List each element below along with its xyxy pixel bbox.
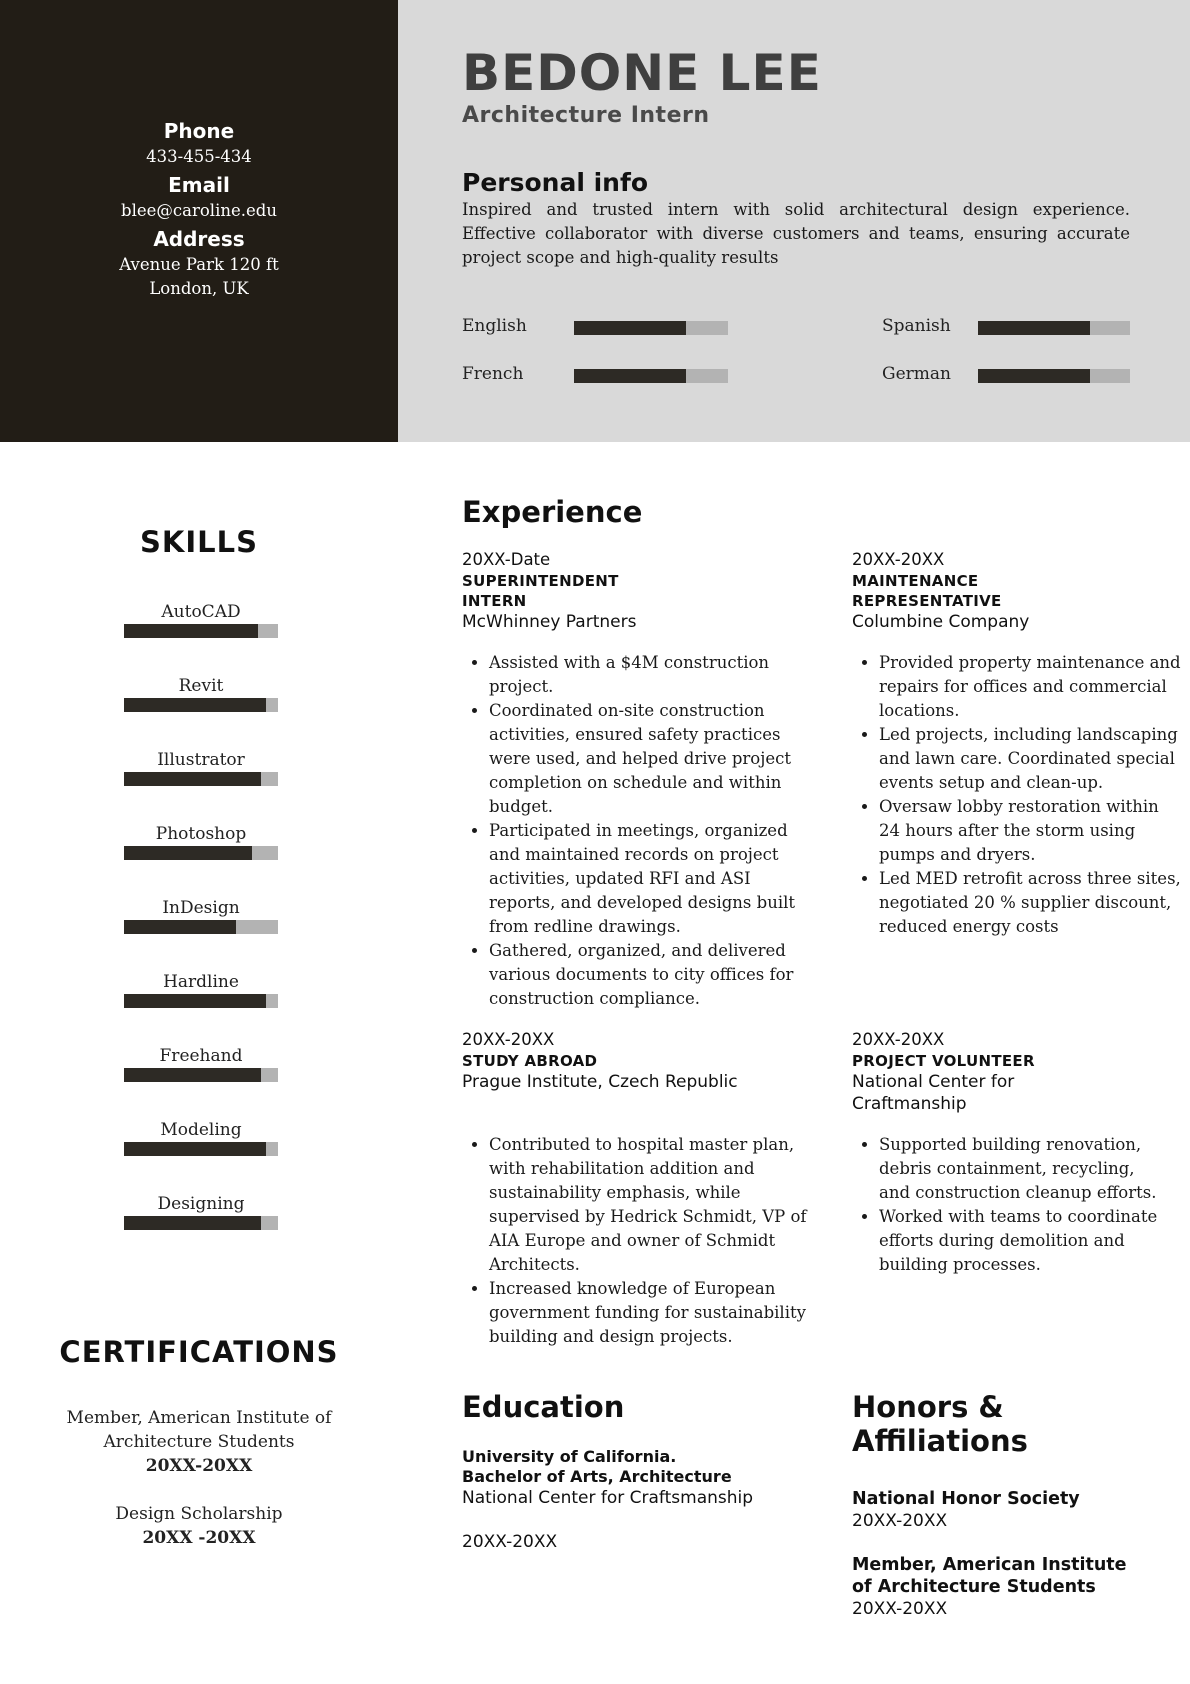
skill-name: Illustrator (157, 750, 245, 770)
language-bar-fill (574, 369, 686, 383)
skill-bar (124, 1216, 278, 1230)
skill-item (124, 824, 278, 844)
skill-item (124, 750, 278, 770)
education-entry (462, 1447, 802, 1553)
bullet-item: • Worked with teams to coordinate efforts during demolition and building processes. (879, 1205, 1169, 1277)
skill-item (124, 602, 278, 622)
personal-info-title: Personal info (462, 168, 649, 197)
job-entry (852, 1029, 1152, 1115)
education-degree: Bachelor of Arts, Architecture (462, 1467, 732, 1486)
skill-bar-fill (124, 1068, 261, 1082)
job-dates: 20XX-20XX (852, 550, 945, 569)
job-title: SUPERINTENDENT (462, 572, 619, 590)
job-title: MAINTENANCE (852, 572, 979, 590)
skill-name: Designing (157, 1194, 245, 1214)
email-block (0, 171, 398, 223)
language-bar (978, 321, 1130, 335)
skill-bar-fill (124, 920, 236, 934)
education-extra: National Center for Craftsmanship (462, 1488, 754, 1508)
skill-bar-fill (124, 1216, 261, 1230)
skill-bar (124, 846, 278, 860)
job-company: McWhinney Partners (462, 612, 637, 632)
skill-item (124, 1120, 278, 1140)
bullet-item: • Contributed to hospital master plan, with rehabilitation addition and sustainability emphasis, while supervised by Hedrick Schmidt, VP of AIA Europe and owner of Schmidt Architects. (489, 1133, 819, 1277)
language-bar (978, 369, 1130, 383)
language-item (882, 364, 1130, 384)
personal-info-text: Inspired and trusted intern with solid architectural design experience. Effective collaborator with diverse customers and teams, ensuring accurate project scope and high-quality results (462, 200, 1130, 267)
job-title: REPRESENTATIVE (852, 592, 1002, 610)
job-title: STUDY ABROAD (462, 1052, 598, 1070)
skill-name: Freehand (159, 1046, 243, 1066)
skill-bar-fill (124, 994, 266, 1008)
language-name: English (462, 316, 527, 336)
bullet-item: • Led MED retrofit across three sites, negotiated 20 % supplier discount, reduced energy costs (879, 867, 1184, 939)
bullet-item: • Assisted with a $4M construction project. (489, 651, 819, 699)
job-dates: 20XX-20XX (462, 1030, 555, 1049)
language-item (462, 364, 730, 384)
honor-item (852, 1488, 1152, 1532)
skill-item (124, 1046, 278, 1066)
language-name: French (462, 364, 524, 384)
bullet-item: • Increased knowledge of European government funding for sustainability building and design projects. (489, 1277, 819, 1349)
skill-name: Hardline (163, 972, 239, 992)
honor-name: National Honor Society (852, 1489, 1080, 1509)
experience-title: Experience (462, 495, 643, 529)
skill-name: Modeling (160, 1120, 242, 1140)
certification-item (40, 1406, 358, 1478)
job-bullets (462, 1133, 819, 1349)
job-bullets (852, 1133, 1169, 1277)
skill-bar (124, 994, 278, 1008)
language-item (882, 316, 1130, 336)
certification-name: Design Scholarship (115, 1504, 283, 1524)
contact-panel (0, 0, 398, 442)
education-dates: 20XX-20XX (462, 1532, 558, 1552)
job-title: PROJECT VOLUNTEER (852, 1052, 1035, 1070)
skill-bar (124, 1142, 278, 1156)
address-line-2: London, UK (149, 279, 249, 298)
skill-bar (124, 1068, 278, 1082)
job-entry (852, 549, 1187, 633)
skill-bar (124, 920, 278, 934)
skill-bar (124, 772, 278, 786)
skill-bar-fill (124, 846, 252, 860)
skill-name: InDesign (162, 898, 240, 918)
candidate-name: BEDONE LEE (462, 44, 822, 102)
certification-dates: 20XX-20XX (145, 1456, 253, 1476)
phone-value: 433-455-434 (146, 147, 252, 166)
skill-item (124, 1194, 278, 1214)
skill-name: Photoshop (155, 824, 247, 844)
job-company: National Center for Craftmanship (852, 1072, 1015, 1114)
job-entry (462, 549, 797, 633)
job-company: Prague Institute, Czech Republic (462, 1072, 738, 1092)
job-title: INTERN (462, 592, 527, 610)
email-label: Email (168, 173, 230, 197)
address-line-1: Avenue Park 120 ft (119, 255, 279, 274)
email-value[interactable]: blee@caroline.edu (121, 201, 277, 220)
address-block (0, 225, 398, 301)
certification-item (40, 1502, 358, 1550)
job-bullets (462, 651, 819, 1011)
education-school: University of California. (462, 1447, 677, 1466)
skill-item (124, 898, 278, 918)
skills-title: SKILLS (140, 525, 258, 559)
skill-bar-fill (124, 624, 258, 638)
job-bullets (852, 651, 1184, 939)
honor-dates: 20XX-20XX (852, 1511, 948, 1531)
language-name: German (882, 364, 951, 384)
honor-item (852, 1554, 1152, 1620)
language-name: Spanish (882, 316, 951, 336)
bullet-item: • Oversaw lobby restoration within 24 hours after the storm using pumps and dryers. (879, 795, 1184, 867)
skill-item (124, 676, 278, 696)
phone-label: Phone (163, 119, 235, 143)
job-dates: 20XX-Date (462, 550, 551, 569)
skill-bar-fill (124, 772, 261, 786)
candidate-role: Architecture Intern (462, 103, 710, 128)
bullet-item: • Led projects, including landscaping and lawn care. Coordinated special events setup and clean-up. (879, 723, 1184, 795)
certification-name: Member, American Institute of Architecture Students (66, 1408, 332, 1452)
skill-bar (124, 624, 278, 638)
language-item (462, 316, 730, 336)
job-entry (462, 1029, 797, 1093)
bullet-item: • Supported building renovation, debris containment, recycling, and construction cleanup efforts. (879, 1133, 1169, 1205)
language-bar (574, 321, 728, 335)
honor-name: Member, American Institute of Architecture Students (852, 1555, 1127, 1597)
bullet-item: • Provided property maintenance and repairs for offices and commercial locations. (879, 651, 1184, 723)
skill-bar (124, 698, 278, 712)
honor-dates: 20XX-20XX (852, 1599, 948, 1619)
language-bar (574, 369, 728, 383)
bullet-item: • Coordinated on-site construction activities, ensured safety practices were used, and helped drive project completion on schedule and within budget. (489, 699, 819, 819)
certifications-title: CERTIFICATIONS (59, 1335, 339, 1369)
language-bar-fill (574, 321, 686, 335)
skill-bar-fill (124, 698, 266, 712)
address-label: Address (153, 227, 245, 251)
language-bar-fill (978, 321, 1090, 335)
skill-name: AutoCAD (161, 602, 241, 622)
phone-block (0, 117, 398, 169)
bullet-item: • Participated in meetings, organized and maintained records on project activities, updated RFI and ASI reports, and developed designs built from redline drawings. (489, 819, 819, 939)
bullet-item: • Gathered, organized, and delivered various documents to city offices for construction compliance. (489, 939, 819, 1011)
job-company: Columbine Company (852, 612, 1030, 632)
job-dates: 20XX-20XX (852, 1030, 945, 1049)
skill-item (124, 972, 278, 992)
honors-title: Honors & Affiliations (852, 1390, 1028, 1458)
education-title: Education (462, 1390, 625, 1424)
skill-bar-fill (124, 1142, 266, 1156)
certification-dates: 20XX -20XX (142, 1528, 256, 1548)
language-bar-fill (978, 369, 1090, 383)
skill-name: Revit (178, 676, 224, 696)
